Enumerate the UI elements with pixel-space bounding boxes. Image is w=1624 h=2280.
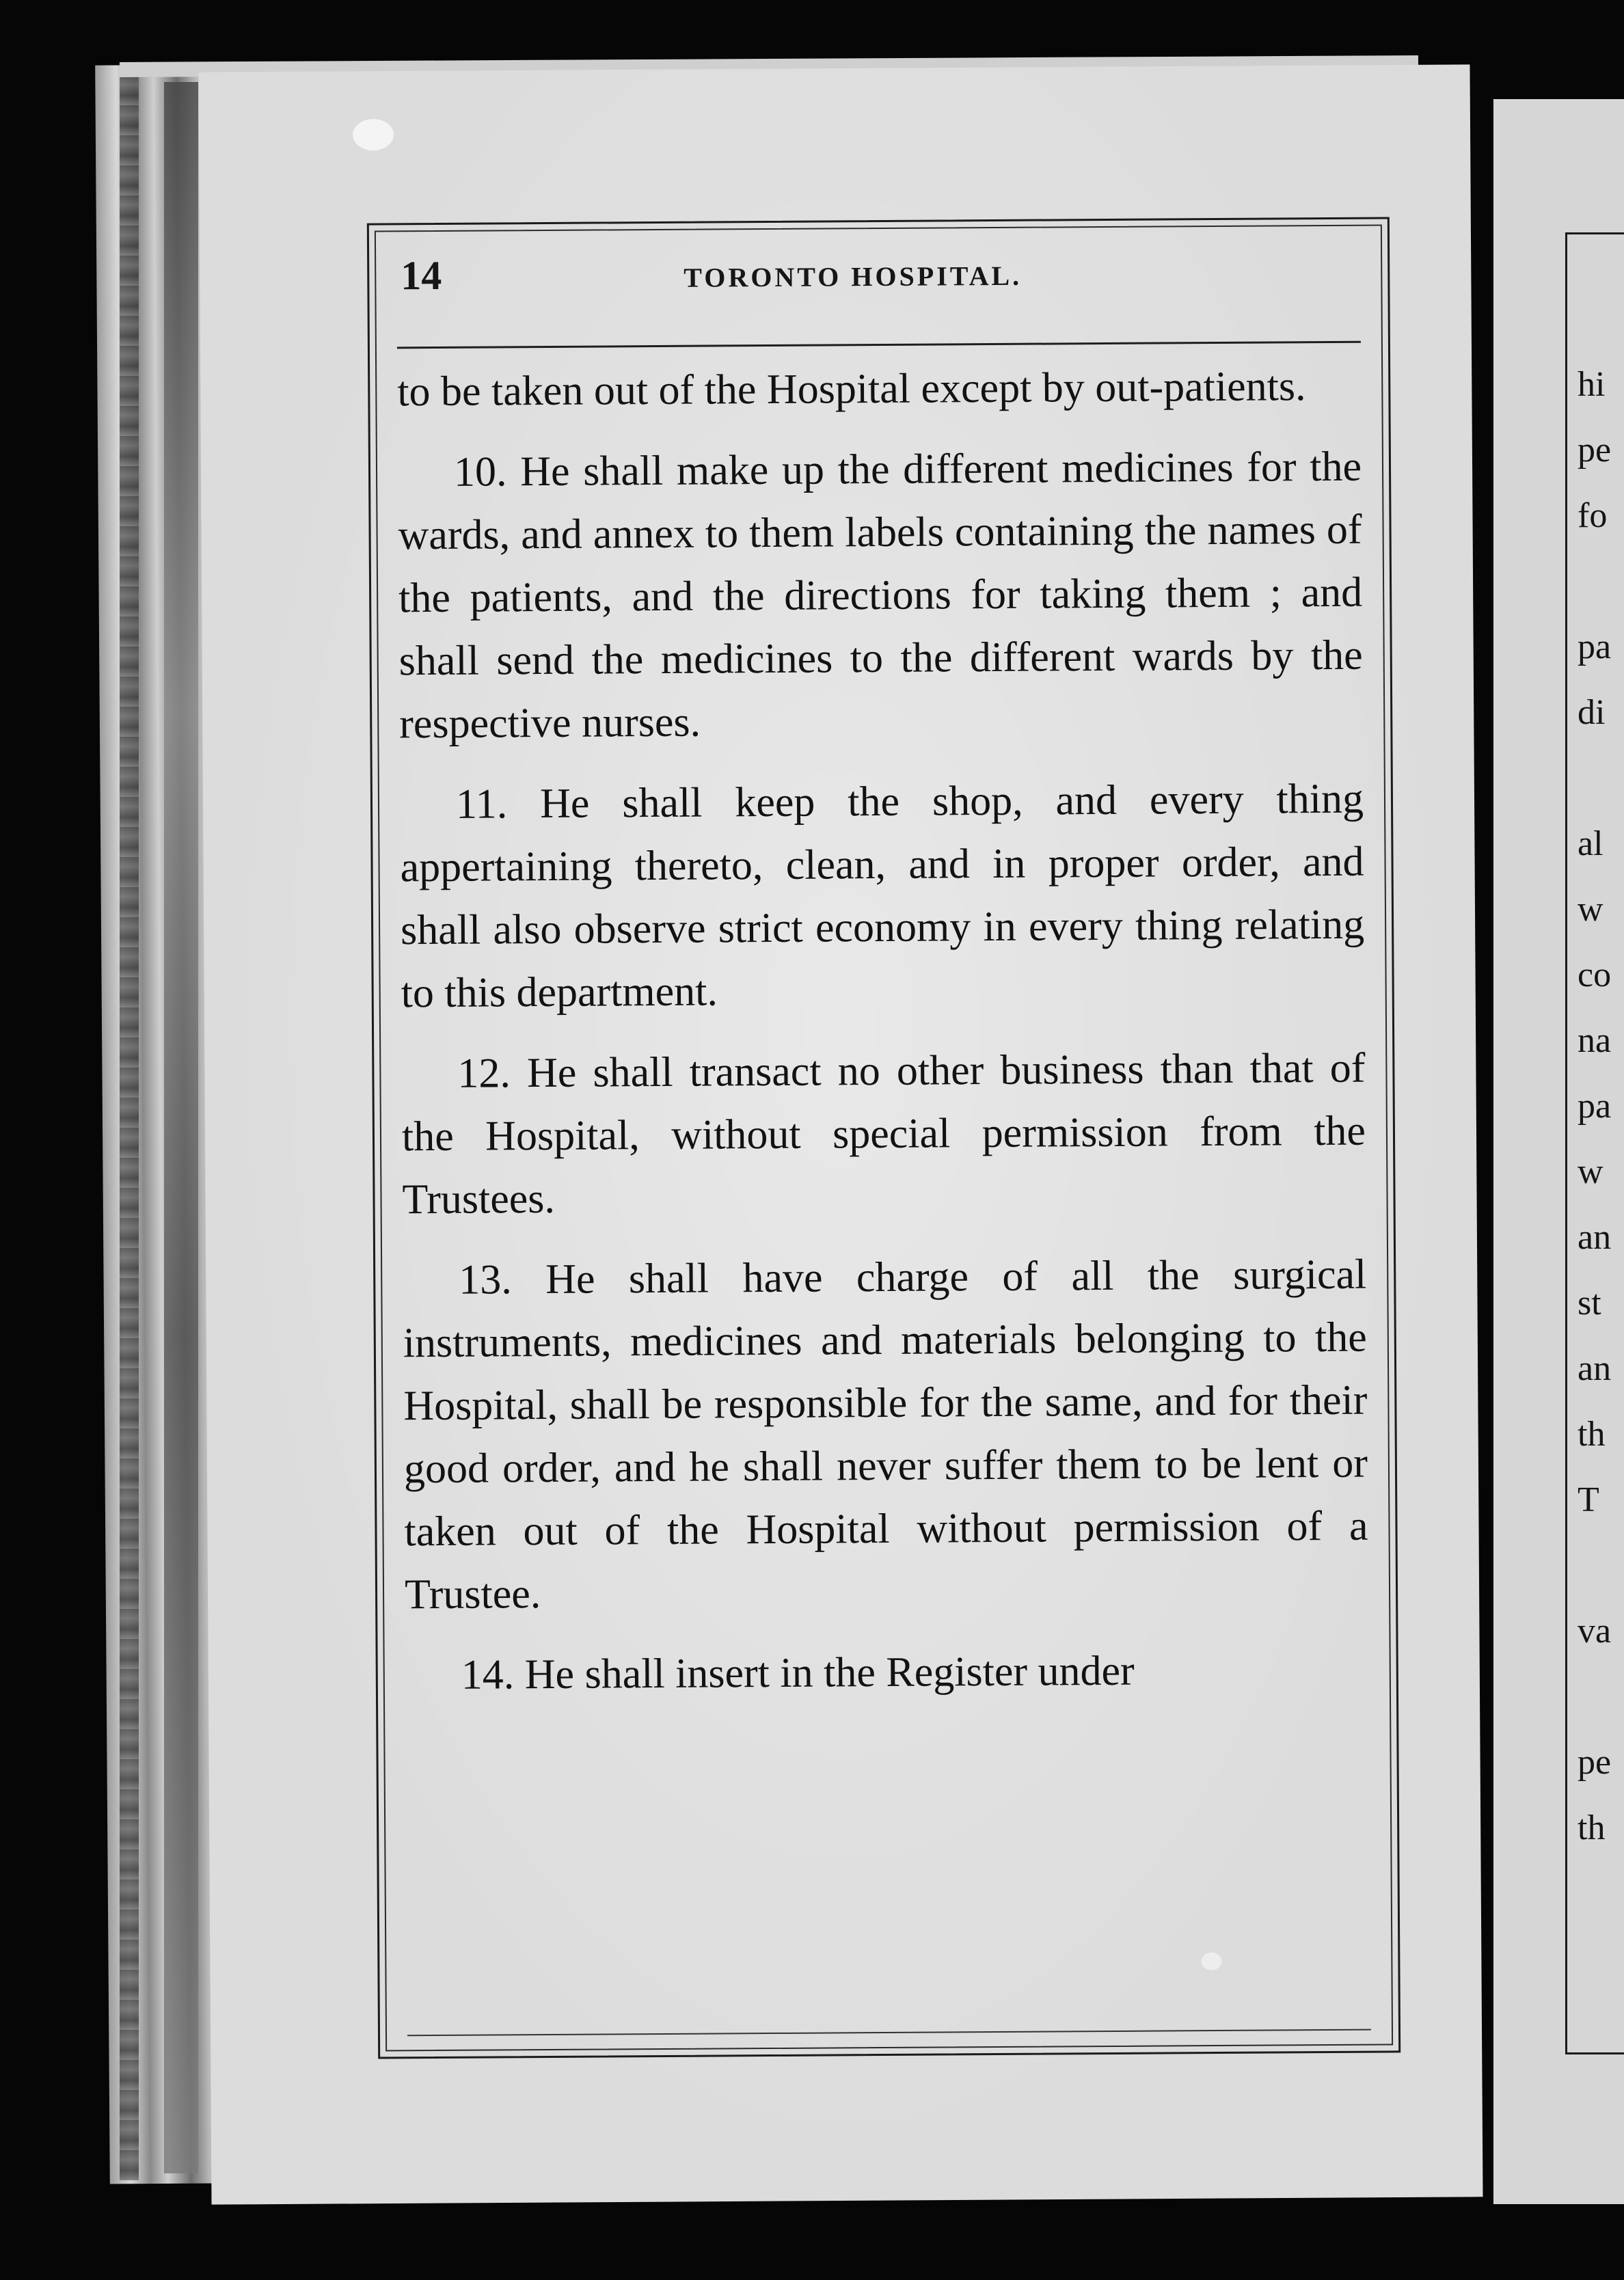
adjacent-page-text: hi pe fo pa di al w co na pa w an st an th T va pe th (1578, 365, 1612, 1847)
running-head: TORONTO HOSPITAL. (684, 260, 1023, 293)
printed-text-frame (367, 217, 1400, 2059)
binding-edge (120, 75, 139, 2180)
paragraph-10: 10. He shall make up the different medicines for the wards, and annex to them labels containing the names of the patients, and the directions for taking them ; and shall send the medicines to the different wards by the respective nurses. (398, 443, 1363, 748)
paper-speck (353, 119, 394, 150)
paragraph-continuation: to be taken out of the Hospital except by out-patients. (397, 363, 1306, 416)
page-header (396, 243, 1361, 310)
paragraph-14: 14. He shall insert in the Register under (461, 1647, 1135, 1698)
paragraph-12: 12. He shall transact no other business than that of the Hospital, without special permission from the Trustees. (401, 1044, 1366, 1223)
page-number: 14 (401, 252, 442, 299)
binding-shadow (164, 82, 198, 2173)
body-text (397, 355, 1369, 1707)
paragraph-13: 13. He shall have charge of all the surgical instruments, medicines and materials belonging to the Hospital, shall be responsible for the same, and for their good order, and he shall never suffer them to be lent or taken out of the Hospital without permission of a Trustee. (403, 1251, 1368, 1618)
paragraph-11: 11. He shall keep the shop, and every thing appertaining thereto, clean, and in proper order, and shall also observe strict economy in every thing relating to this department. (400, 775, 1365, 1017)
